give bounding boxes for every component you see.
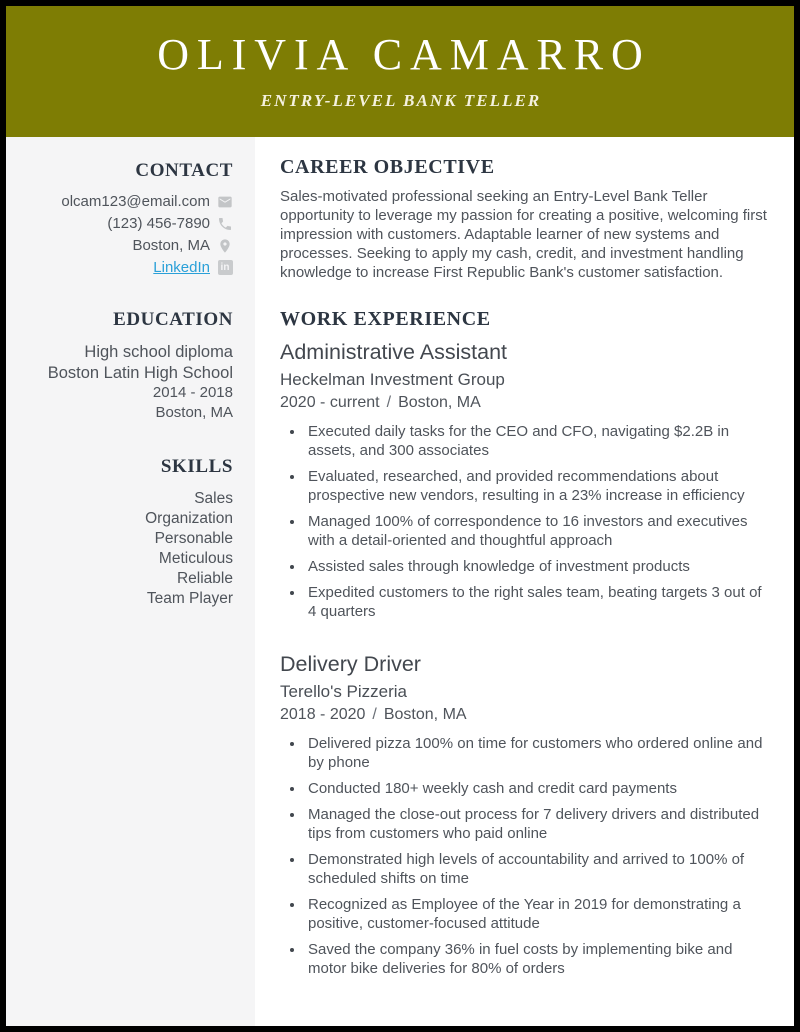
body-columns bbox=[6, 137, 794, 1026]
location-value: Boston, MA bbox=[132, 237, 210, 254]
job-dateline bbox=[280, 704, 768, 725]
education-school: Boston Latin High School bbox=[47, 363, 233, 382]
job-dates: 2018 - 2020 bbox=[280, 706, 366, 723]
job-bullet: • Executed daily tasks for the CEO and CFO, navigating $2.2B in assets, and 300 associates bbox=[305, 422, 768, 460]
job-bullet: • Assisted sales through knowledge of investment products bbox=[305, 557, 768, 576]
job-bullet: • Conducted 180+ weekly cash and credit card payments bbox=[305, 779, 768, 798]
skill-item: Reliable bbox=[176, 570, 233, 587]
education-section bbox=[16, 309, 233, 423]
job-title: Administrative Assistant bbox=[280, 340, 508, 364]
job-bullet-list bbox=[280, 734, 768, 978]
skill-item: Team Player bbox=[146, 590, 233, 607]
job-bullet: • Saved the company 36% in fuel costs by implementing bike and motor bike deliveries for 80% of orders bbox=[305, 940, 768, 978]
job-dateline bbox=[280, 392, 768, 413]
date-location-separator: / bbox=[372, 706, 377, 723]
contact-heading: CONTACT bbox=[135, 160, 233, 181]
education-heading: EDUCATION bbox=[113, 309, 233, 330]
education-location: Boston, MA bbox=[155, 404, 233, 421]
job-company: Terello's Pizzeria bbox=[280, 682, 408, 701]
job-title: Delivery Driver bbox=[280, 652, 421, 676]
sidebar bbox=[6, 137, 255, 1026]
skills-heading: SKILLS bbox=[160, 456, 233, 477]
job-company: Heckelman Investment Group bbox=[280, 370, 505, 389]
career-objective-text: Sales-motivated professional seeking an Entry-Level Bank Teller opportunity to leverage my passion for creating a positive, welcoming first impression with customers. Adaptable learner of new systems and processes. Seeking to apply my cash, credit, and investment handling knowledge to increase First Republic Bank's customer satisfaction. bbox=[280, 188, 767, 281]
email-value: olcam123@email.com bbox=[61, 193, 210, 210]
job-location: Boston, MA bbox=[383, 706, 467, 723]
email-icon bbox=[217, 194, 233, 210]
job-bullet: • Delivered pizza 100% on time for customers who ordered online and by phone bbox=[305, 734, 768, 772]
job-bullet: • Recognized as Employee of the Year in 2019 for demonstrating a positive, customer-focused attitude bbox=[305, 895, 768, 933]
skill-item: Sales bbox=[194, 490, 233, 507]
job-entry bbox=[280, 651, 768, 978]
education-dates: 2014 - 2018 bbox=[152, 384, 233, 401]
job-entry bbox=[280, 339, 768, 621]
skill-item: Organization bbox=[145, 510, 233, 527]
linkedin-link[interactable]: LinkedIn bbox=[153, 259, 210, 276]
skill-item: Personable bbox=[154, 530, 233, 547]
linkedin-icon[interactable] bbox=[217, 260, 233, 276]
contact-section bbox=[16, 160, 233, 276]
job-dates: 2020 - current bbox=[280, 394, 380, 411]
header-band bbox=[6, 6, 794, 137]
candidate-headline: ENTRY-LEVEL BANK TELLER bbox=[260, 91, 542, 111]
date-location-separator: / bbox=[386, 394, 392, 411]
skills-section bbox=[16, 456, 233, 609]
contact-item-location bbox=[16, 237, 233, 254]
job-location: Boston, MA bbox=[398, 394, 481, 411]
phone-value: (123) 456-7890 bbox=[107, 215, 210, 232]
main-column bbox=[255, 137, 794, 1026]
work-experience-heading: WORK EXPERIENCE bbox=[280, 308, 491, 330]
job-bullet: • Evaluated, researched, and provided recommendations about prospective new vendors, resulting in a 23% increase in efficiency bbox=[305, 467, 768, 505]
contact-item-phone bbox=[16, 215, 233, 232]
career-objective-heading: CAREER OBJECTIVE bbox=[280, 156, 495, 178]
education-degree: High school diploma bbox=[84, 343, 233, 361]
job-bullet-list bbox=[280, 422, 768, 621]
phone-icon bbox=[217, 216, 233, 232]
job-bullet: • Demonstrated high levels of accountability and arrived to 100% of scheduled shifts on time bbox=[305, 850, 768, 888]
location-pin-icon bbox=[217, 238, 233, 254]
contact-item-linkedin bbox=[16, 259, 233, 276]
job-bullet: • Managed the close-out process for 7 delivery drivers and distributed tips from customers who paid online bbox=[305, 805, 768, 843]
job-bullet: • Expedited customers to the right sales team, beating targets 3 out of 4 quarters bbox=[305, 583, 768, 621]
skill-item: Meticulous bbox=[158, 550, 233, 567]
job-bullet: • Managed 100% of correspondence to 16 investors and executives with a detail-oriented and thoughtful approach bbox=[305, 512, 768, 550]
contact-item-email bbox=[16, 193, 233, 210]
candidate-name: OLIVIA CAMARRO bbox=[157, 29, 651, 79]
